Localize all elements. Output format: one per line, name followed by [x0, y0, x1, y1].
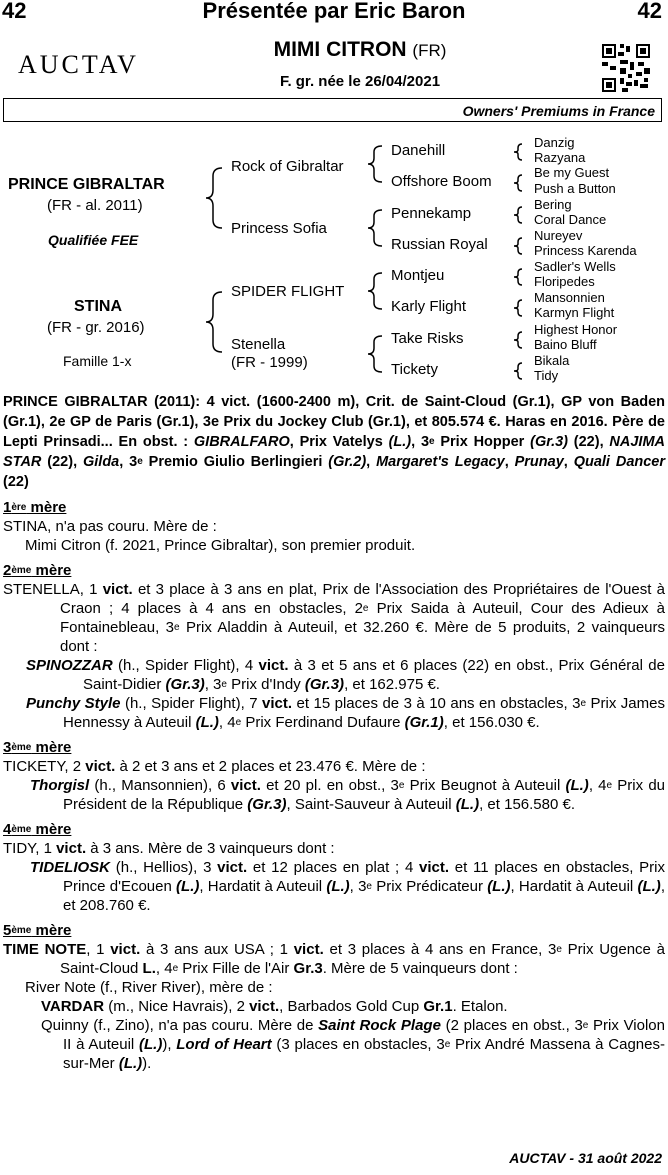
- granddam-paternal: Princess Sofia: [231, 220, 327, 237]
- gen4-item: Baino Bluff: [534, 337, 597, 352]
- grandsire-maternal: SPIDER FLIGHT: [231, 283, 345, 300]
- first-dam-line: STINA, n'a pas couru. Mère de :: [3, 518, 217, 535]
- gen4-item: Mansonnien: [534, 290, 605, 305]
- horse-name: MIMI CITRON: [273, 38, 407, 61]
- gen4-item: Bering: [534, 197, 572, 212]
- fifth-dam-text: TIME NOTE, 1 vict. à 3 ans aux USA ; 1 vict. et 3 places à 4 ans en France, 3e Prix Ugence à Saint-Cloud L., 4e Prix Fille de l'Air Gr.3. Mère de 5 vainqueurs dont :: [3, 941, 665, 977]
- third-dam-text: TICKETY, 2 vict. à 2 et 3 ans et 2 places et 23.476 €. Mère de :: [3, 758, 426, 775]
- gen4-item: Tidy: [534, 368, 559, 383]
- gen4-item: Be my Guest: [534, 165, 610, 180]
- footer: AUCTAV - 31 août 2022: [509, 1150, 662, 1166]
- sire-info: (FR - al. 2011): [47, 197, 143, 214]
- gen4-item: Bikala: [534, 353, 570, 368]
- fifth-dam-produce: River Note (f., River River), mère de :: [25, 979, 273, 996]
- family-section: [3, 495, 665, 1073]
- gen4-item: Push a Button: [534, 181, 616, 196]
- gen3-item: Pennekamp: [391, 205, 472, 222]
- lot-number-left: 42: [2, 0, 27, 23]
- granddam-maternal: Stenella: [231, 336, 286, 353]
- qr-code-icon: [602, 44, 650, 92]
- dam-name: STINA: [74, 298, 122, 315]
- premiums-banner: Owners' Premiums in France: [3, 98, 662, 122]
- horse-country: (FR): [412, 41, 447, 60]
- gen4-item: Coral Dance: [534, 212, 607, 227]
- first-dam-heading: 1ère mère: [3, 499, 67, 516]
- sire-note: Qualifiée FEE: [48, 232, 139, 248]
- third-dam-produce: Thorgisl (h., Mansonnien), 6 vict. et 20 pl. en obst., 3e Prix Beugnot à Auteuil (L.), 4e Prix du Président de la République (Gr.3), Saint-Sauveur à Auteuil (L.), et 156.580 €.: [30, 777, 666, 813]
- birth-info: F. gr. née le 26/04/2021: [279, 73, 441, 90]
- auctav-logo: AUCTAV: [18, 50, 139, 79]
- sire-name: PRINCE GIBRALTAR: [8, 176, 165, 193]
- pedigree-brace-lines-3: [510, 138, 530, 388]
- presenter: Présentée par Eric Baron: [202, 0, 466, 23]
- fifth-dam-heading: 5ème mère: [3, 922, 72, 939]
- pedigree-brace-lines-2: [362, 140, 388, 390]
- fourth-dam-heading: 4ème mère: [3, 821, 72, 838]
- dam-info: (FR - gr. 2016): [47, 319, 145, 336]
- gen3-item: Offshore Boom: [391, 173, 492, 190]
- second-dam-produce-1: SPINOZZAR (h., Spider Flight), 4 vict. à 3 et 5 ans et 6 places (22) en obst., Prix Général de Saint-Didier (Gr.3), 3e Prix d'Indy (Gr.3), et 162.975 €.: [26, 657, 665, 693]
- gen3-item: Take Risks: [391, 330, 464, 347]
- gen4-item: Karmyn Flight: [534, 305, 615, 320]
- dam-note: Famille 1-x: [63, 353, 132, 369]
- granddam-maternal-info: (FR - 1999): [231, 354, 308, 371]
- gen4-item: Highest Honor: [534, 322, 618, 337]
- second-dam-heading: 2ème mère: [3, 562, 72, 579]
- fifth-dam-grandproduce-1: VARDAR (m., Nice Havrais), 2 vict., Barbados Gold Cup Gr.1. Etalon.: [41, 998, 508, 1015]
- pedigree-brace-lines: [200, 160, 230, 400]
- gen3-item: Russian Royal: [391, 236, 488, 253]
- gen3-item: Tickety: [391, 361, 438, 378]
- grandsire-paternal: Rock of Gibraltar: [231, 158, 344, 175]
- first-dam-produce: Mimi Citron (f. 2021, Prince Gibraltar), son premier produit.: [25, 537, 416, 554]
- gen4-item: Razyana: [534, 150, 586, 165]
- fourth-dam-text: TIDY, 1 vict. à 3 ans. Mère de 3 vainqueurs dont :: [3, 840, 335, 857]
- fourth-dam-produce: TIDELIOSK (h., Hellios), 3 vict. et 12 places en plat ; 4 vict. et 11 places en obstacles, Prix Prince d'Ecouen (L.), Hardatit à Auteuil (L.), 3e Prix Prédicateur (L.), Hardatit à Auteuil (L.), et 208.760 €.: [30, 859, 665, 914]
- gen4-item: Floripedes: [534, 274, 595, 289]
- sire-paragraph: [3, 392, 665, 492]
- gen4-item: Princess Karenda: [534, 243, 637, 258]
- gen4-item: Sadler's Wells: [534, 259, 616, 274]
- gen4-item: Danzig: [534, 135, 575, 150]
- gen3-item: Danehill: [391, 142, 446, 159]
- second-dam-produce-2: Punchy Style (h., Spider Flight), 7 vict. et 15 places de 3 à 10 ans en obstacles, 3e Prix James Hennessy à Auteuil (L.), 4e Prix Ferdinand Dufaure (Gr.1), et 156.030 €.: [26, 695, 665, 731]
- gen3-item: Montjeu: [391, 267, 445, 284]
- fifth-dam-grandproduce-2: Quinny (f., Zino), n'a pas couru. Mère de Saint Rock Plage (2 places en obst., 3e Prix Violon II à Auteuil (L.)), Lord of Heart (3 places en obstacles, 3e Prix André Massena à Cagnes-sur-Mer (L.)).: [41, 1017, 665, 1072]
- gen3-item: Karly Flight: [391, 298, 467, 315]
- lot-number-right: 42: [637, 0, 662, 23]
- second-dam-text: STENELLA, 1 vict. et 3 place à 3 ans en plat, Prix de l'Association des Propriétaires de l'Ouest à Craon ; 4 places à 4 ans en obstacles, 2e Prix Saida à Auteuil, Cour des Adieux à Fontainebleau, 3e Prix Aladdin à Auteuil, et 32.260 €. Mère de 5 produits, 2 vainqueurs dont :: [3, 581, 665, 655]
- third-dam-heading: 3ème mère: [3, 739, 72, 756]
- gen4-item: Nureyev: [534, 228, 583, 243]
- sire-text: PRINCE GIBRALTAR (2011): 4 vict. (1600-2400 m), Crit. de Saint-Cloud (Gr.1), GP von Baden (Gr.1), 2e GP de Paris (Gr.1), 3e Prix du Jockey Club (Gr.1), et 805.574 €. Haras en 2016. Père de Lepti Prinsadi... En obst. : GIBRALFARO, Prix Vatelys (L.), 3e Prix Hopper (Gr.3) (22), NAJIMA STAR (22), Gilda, 3e Premio Giulio Berlingieri (Gr.2), Margaret's Legacy, Prunay, Quali Dancer (22): [3, 394, 666, 490]
- horse-title: [0, 38, 668, 62]
